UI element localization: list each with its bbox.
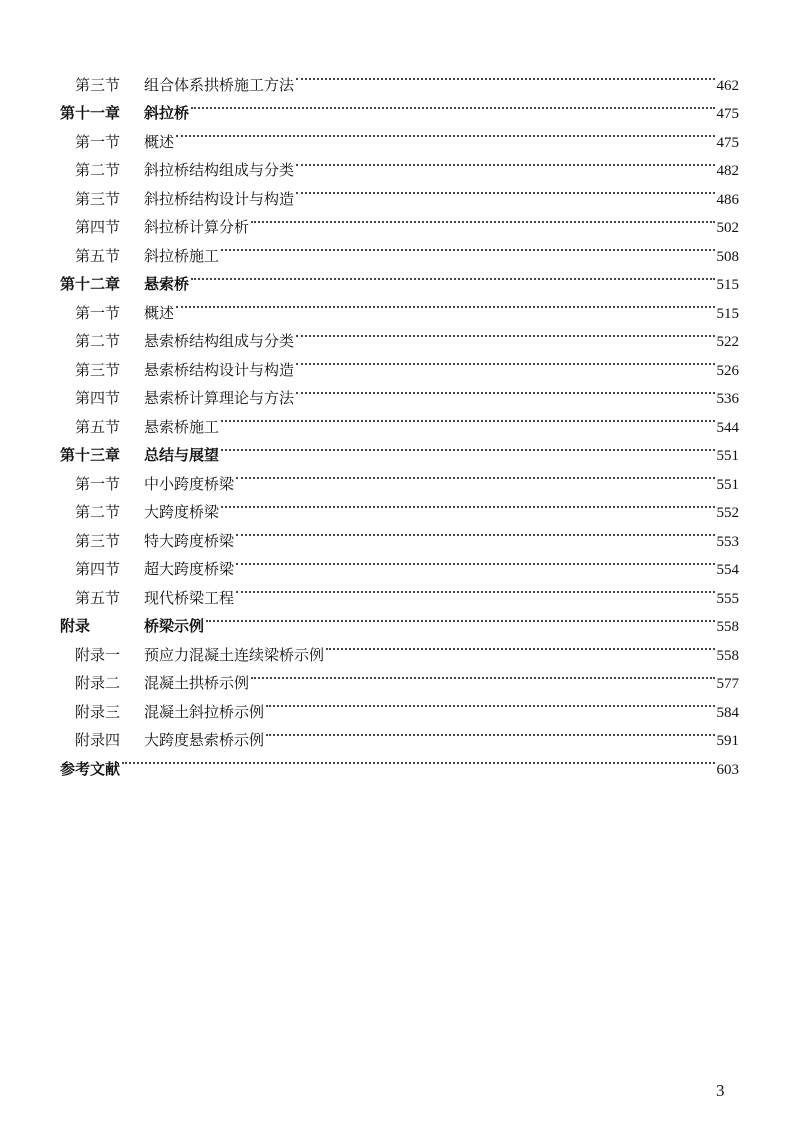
dot-leader: [296, 318, 714, 347]
toc-entry-page: 551: [716, 448, 739, 464]
dot-leader: [251, 660, 714, 689]
toc-entry-number: 第二节: [75, 332, 121, 350]
toc-entry-number: 第三节: [75, 360, 121, 379]
toc-entry-number: 附录: [60, 617, 91, 635]
toc-entry-title: 参考文献: [60, 759, 121, 778]
dot-leader: [266, 717, 714, 746]
dot-leader: [191, 261, 714, 290]
toc-entry-title: 预应力混凝土连续梁桥示例: [144, 645, 325, 664]
toc-entry-number: 第一节: [75, 474, 121, 493]
toc-entry-number: 第十三章: [60, 446, 121, 464]
toc-entry-title: 桥梁示例: [144, 617, 205, 635]
dot-leader: [176, 118, 714, 147]
toc-chapter-entry[interactable]: [60, 745, 739, 778]
toc-entry-number: 第四节: [75, 560, 121, 578]
toc-entry-number: 第三节: [75, 189, 121, 208]
toc-entry-title: 概述: [144, 303, 175, 322]
dot-leader: [296, 175, 714, 204]
dot-leader: [221, 489, 714, 518]
dot-leader: [221, 403, 714, 432]
toc-entry-page: 515: [716, 277, 739, 293]
toc-entry-title: 中小跨度桥梁: [144, 474, 235, 493]
dot-leader: [191, 90, 714, 119]
toc-entry-page: 502: [716, 220, 739, 236]
toc-entry-page: 508: [716, 248, 739, 265]
toc-entry-number: 第三节: [75, 531, 121, 550]
toc-entry-title: 斜拉桥结构组成与分类: [144, 161, 295, 179]
toc-entry-number: 附录一: [75, 645, 121, 664]
page-number: 3: [716, 1081, 725, 1100]
toc-entry-page: 552: [716, 505, 739, 521]
toc-entry-title: 混凝土斜拉桥示例: [144, 702, 265, 721]
dot-leader: [296, 375, 714, 404]
toc-entry-title: 斜拉桥: [144, 104, 190, 122]
toc-entry-page: 558: [716, 619, 739, 635]
dot-leader: [236, 460, 714, 489]
toc-entry-number: 第四节: [75, 218, 121, 236]
dot-leader: [236, 546, 714, 575]
toc-entry-title: 悬索桥计算理论与方法: [144, 389, 295, 407]
toc-entry-page: 584: [716, 704, 739, 721]
dot-leader: [206, 603, 714, 632]
toc-entry-number: 第五节: [75, 588, 121, 607]
dot-leader: [236, 517, 714, 546]
toc-entry-page: 544: [716, 419, 739, 436]
toc-entry-title: 斜拉桥计算分析: [144, 218, 250, 236]
dot-leader: [296, 61, 714, 90]
toc-entry-page: 555: [716, 590, 739, 607]
toc-entry-number: 第五节: [75, 246, 121, 265]
toc-entry-number: 附录二: [75, 674, 121, 692]
toc-entry-number: 第二节: [75, 503, 121, 521]
toc-entry-title: 总结与展望: [144, 446, 220, 464]
toc-entry-page: 526: [716, 362, 739, 379]
toc-entry-page: 462: [716, 77, 739, 94]
toc-entry-page: 515: [716, 305, 739, 322]
dot-leader: [326, 631, 714, 660]
toc-entry-page: 475: [716, 134, 739, 151]
toc-entry-page: 577: [716, 676, 739, 692]
dot-leader: [251, 204, 714, 233]
toc-entry-title: 混凝土拱桥示例: [144, 674, 250, 692]
toc-entry-page: 536: [716, 391, 739, 407]
toc-entry-number: 附录三: [75, 702, 121, 721]
toc-entry-title: 悬索桥结构组成与分类: [144, 332, 295, 350]
dot-leader: [176, 289, 714, 318]
toc-entry-page: 551: [716, 476, 739, 493]
toc-entry-title: 悬索桥结构设计与构造: [144, 360, 295, 379]
toc-entry-title: 悬索桥施工: [144, 417, 220, 436]
dot-leader: [236, 574, 714, 603]
toc-entry-page: 591: [716, 733, 739, 749]
toc-entry-number: 第五节: [75, 417, 121, 436]
toc-entry-page: 522: [716, 334, 739, 350]
toc-entry-title: 大跨度桥梁: [144, 503, 220, 521]
toc-entry-page: 553: [716, 533, 739, 550]
toc-section-entry[interactable]: [60, 61, 739, 94]
toc-entry-number: 附录四: [75, 731, 121, 749]
dot-leader: [296, 147, 714, 176]
toc-entry-title: 斜拉桥结构设计与构造: [144, 189, 295, 208]
toc-entry-number: 第二节: [75, 161, 121, 179]
dot-leader: [296, 346, 714, 375]
dot-leader: [221, 232, 714, 261]
toc-entry-title: 斜拉桥施工: [144, 246, 220, 265]
toc-entry-title: 超大跨度桥梁: [144, 560, 235, 578]
toc-entry-number: 第四节: [75, 389, 121, 407]
toc-entry-page: 475: [716, 106, 739, 122]
toc-entry-page: 603: [716, 761, 739, 778]
dot-leader: [122, 745, 714, 774]
toc-entry-title: 悬索桥: [144, 275, 190, 293]
toc-entry-page: 482: [716, 163, 739, 179]
dot-leader: [221, 432, 714, 461]
table-of-contents: [60, 61, 739, 778]
toc-entry-title: 现代桥梁工程: [144, 588, 235, 607]
toc-entry-number: 第十一章: [60, 104, 121, 122]
dot-leader: [266, 688, 714, 717]
toc-entry-title: 特大跨度桥梁: [144, 531, 235, 550]
toc-entry-title: 组合体系拱桥施工方法: [144, 75, 295, 94]
toc-entry-page: 486: [716, 191, 739, 208]
toc-entry-page: 558: [716, 647, 739, 664]
toc-entry-title: 概述: [144, 132, 175, 151]
toc-entry-number: 第一节: [75, 303, 121, 322]
toc-entry-number: 第十二章: [60, 275, 121, 293]
toc-entry-number: 第一节: [75, 132, 121, 151]
toc-entry-number: 第三节: [75, 75, 121, 94]
toc-entry-page: 554: [716, 562, 739, 578]
toc-entry-title: 大跨度悬索桥示例: [144, 731, 265, 749]
